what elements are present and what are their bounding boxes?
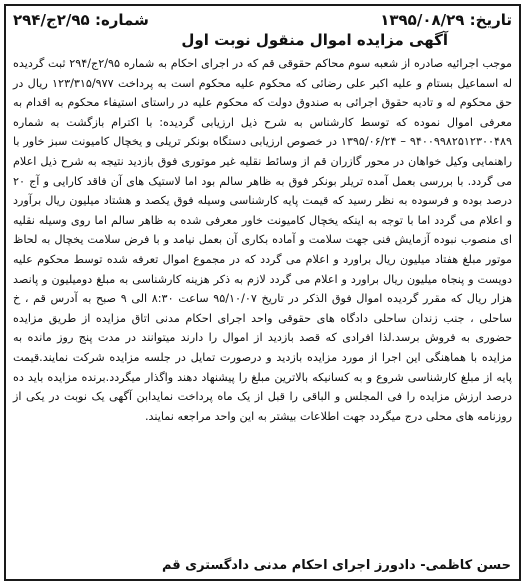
notice-signature: حسن کاظمی- دادورز اجرای احکام مدنی دادگستری قم (161, 558, 511, 573)
notice-body: موجب اجرائیه صادره از شعبه سوم محاکم حقوقی قم که در اجرای احکام به شماره ۲/۹۵ج/۲۹۴ ثبت گردیده له اسماعیل بستام و علیه اکبر علی رضائی که محکوم علیه محکوم است به پرداخت ۱۲۳/۳۱۵/۹۷۷ ریال در حق محکوم له و تادیه حقوق اجرائی به صندوق دولت که محکوم علیه در راستای استیفاء محکوم به اقدام به معرفی اموال نموده که توسط کارشناس به شرح ذیل ارزیابی گردیده: با اکترام بازگشت به شماره ۹۴۰۰۹۹۸۲۵۱۲۳۰۰۴۸۹ – ۱۳۹۵/۰۶/۲۴ در خصوص ارزیابی دستگاه بونکر تریلی و یخچال کامیونت سبز خاور با راهنمایی وکیل خواهان در محور گازران قم از وسائط نقلیه غیر موتوری فوق بازدید نتیجه به شرح ذیل اعلام می گردد. با بررسی بعمل آمده تریلر بونکر فوق به ظاهر سالم بود اما لاستیک های آن فاقد کارایی و آج ۲۰ درصد بوده و فرسوده به نظر رسید که قیمت پایه کارشناسی وسیله فوق یکصد و هشتاد میلیون ریال برآورد و اعلام می گردد اما با توجه به اینکه یخچال کامیونت خاور معرفی شده به ظاهر سالم اما روی وسیله نقلیه ای منصوب نبوده آزمایش فنی جهت سلامت و آماده بکاری آن بعمل نیامد و با فرض سلامت یخچال به لحاظ موتور مبلغ هفتاد میلیون ریال براورد و اعلام می گردد که در مجموع اموال تعرفه شده توسط محکوم علیه دویست و پنجاه میلیون ریال براورد و اعلام می گردد لازم به ذکر هزینه کارشناسی به مبلغ دومیلیون و پانصد هزار ریال که مقرر گردیده اموال فوق الذکر در تاریخ ۹۵/۱۰/۰۷ ساعت ۸:۳۰ الی ۹ صبح به آدرس قم ، خ ساحلی ، جنب زندان ساحلی دادگاه های حقوقی واحد اجرای احکام مدنی اتاق مزایده از طریق مزایده حضوری به فروش برسد.لذا افرادی که قصد بازدید از اموال را دارند میتوانند در مدت پنج روز مانده به مزایده با هماهنگی این اجرا از مورد مزایده بازدید و درصورت تمایل در جلسه مزایده شرکت نمایند.قیمت پایه از مبلغ کارشناسی شروع و به کسانیکه بالاترین مبلغ را پیشنهاد دهند واگذار میگردد.برنده مزایده باید ده درصد ارزش مزایده را فی المجلس و الباقی را قبل از یک ماه پرداخت نمایدابن آگهی یک نوبت در یکی از روزنامه های محلی درج میگردد جهت اطلاعات بیشتر به این واحد مراجعه نمایند. (13, 57, 512, 423)
notice-number: شماره: ۲/۹۵ج/۲۹۴ (13, 11, 149, 29)
auction-notice (4, 4, 521, 581)
header-left (13, 10, 149, 30)
notice-title: آگهی مزایده اموال منقول نوبت اول (181, 31, 448, 49)
header-right (181, 10, 512, 50)
notice-date: تاریخ: ۱۳۹۵/۰۸/۲۹ (380, 11, 512, 29)
notice-header (13, 10, 512, 54)
